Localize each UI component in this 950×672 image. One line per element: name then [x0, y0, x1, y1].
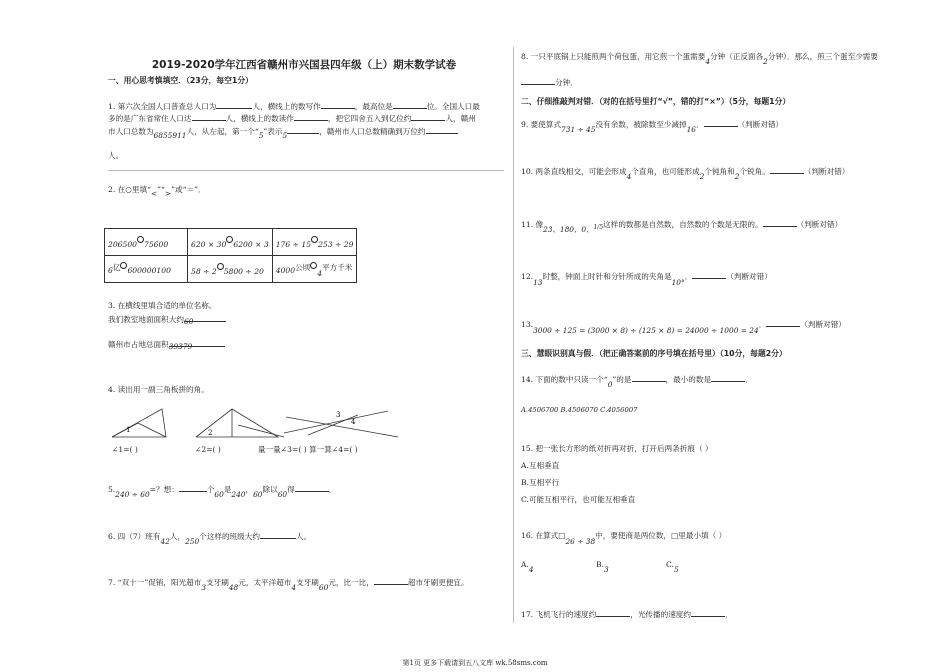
answer-blank[interactable]	[596, 608, 630, 617]
question-13: 13.3000 ÷ 125 = (3000 × 8) ÷ (125 × 8) = 24000 ÷ 1000 = 24． （判断对错）	[521, 320, 846, 335]
question-16: 16. 在算式□26 ÷ 38中，要使商是两位数，□里最小填（ ）	[521, 531, 727, 546]
question-1-line-1: 1. 第六次全国人口普查总人口为 人，横线上的数写作 ，最高位是 位。全国人口最	[108, 102, 480, 111]
table-cell: 58 ÷ 2 5800 ÷ 20	[188, 256, 273, 283]
question-16-option-b[interactable]: B.3	[596, 560, 609, 574]
table-cell: 6亿 600000100	[105, 256, 188, 283]
answer-blank[interactable]	[295, 483, 329, 492]
section-2-heading: 二、仔细推敲判对错．（对的在括号里打“√”，错的打“×”）（5分，每题1分）	[521, 97, 791, 106]
question-8-line-2: 分钟．	[521, 76, 578, 88]
answer-blank[interactable]	[691, 608, 725, 617]
answer-blank[interactable]	[411, 112, 445, 121]
question-7: 7. “双十一”促销，阳光超市3支牙刷48元，太平洋超市4支牙刷60元，比一比， 超市牙刷更便宜。	[108, 578, 469, 592]
answer-blank[interactable]	[692, 270, 726, 279]
answer-blank[interactable]	[711, 373, 745, 382]
answer-blank[interactable]	[426, 125, 458, 134]
question-1-line-2: 多的是广东省常住人口达 人，横线上的数读作 ，把它四舍五入到亿位约 人，赣州	[108, 114, 476, 123]
answer-blank[interactable]	[704, 118, 738, 127]
table-cell: 206500 75600	[105, 229, 188, 256]
question-15: 15. 把一张长方形的纸对折再对折，打开后两条折痕（ ）	[521, 444, 713, 453]
answer-blank[interactable]: 60	[184, 313, 226, 322]
question-4-text: 4. 读出用一副三角板拼的角。	[108, 385, 209, 394]
answer-blank[interactable]	[521, 76, 555, 85]
question-3-line-2: 赣州市占地总面积 39379	[108, 338, 225, 350]
answer-blank[interactable]	[766, 318, 800, 327]
question-1-line-3: 市人口总数为6855911人，从左起，第一个“5”表示5 ，赣州市人口总数精确到万位约	[108, 125, 458, 137]
angle-label-3: 3	[336, 411, 341, 419]
question-10: 10. 两条直线相交，可能会形成4个直角，也可能形成2个钝角和2个锐角。 （判断对错）	[521, 167, 850, 181]
answer-blank[interactable]	[294, 112, 328, 121]
question-4-answer-1[interactable]: ∠1=( )	[112, 445, 138, 454]
question-17: 17. 飞机飞行的速度约 ，光传播的速度约 ．	[521, 610, 733, 619]
answer-blank[interactable]	[179, 483, 207, 492]
question-15-option-b[interactable]: B.互相平行	[521, 478, 560, 487]
page-title: 2019-2020学年江西省赣州市兴国县四年级（上）期末数学试卷	[151, 59, 457, 71]
question-9: 9. 要使算式731 ÷ 45没有余数，被除数至少减掉16． （判断对错）	[521, 120, 784, 134]
question-5: 5.240 ÷ 60=？想： 个60是240，60除以60得 ．	[108, 485, 337, 499]
question-2-text: 2. 在○里填“<”“>”或“＝”．	[108, 185, 206, 198]
question-16-option-a[interactable]: A.4	[521, 560, 534, 574]
angle-label-4: 4	[351, 418, 356, 426]
section-3-heading: 三、慧眼识别真与假．（把正确答案前的序号填在括号里）（10分，每题2分）	[521, 349, 787, 358]
answer-blank[interactable]	[287, 125, 319, 134]
answer-blank[interactable]	[632, 373, 666, 382]
question-14: 14. 下面的数中只读一个“0”的是 ，最小的数是 ．	[521, 375, 753, 389]
question-12: 12.13时整，钟面上时针和分针所成的夹角是10°． （判断对错）	[521, 272, 772, 287]
page-footer: 第1页 更多下载请到五八文库 wk.58sms.com	[402, 659, 548, 667]
answer-blank[interactable]	[192, 112, 226, 121]
compare-circle[interactable]	[137, 236, 144, 243]
question-15-option-c[interactable]: C.可能互相平行，也可能互相垂直	[521, 495, 636, 504]
question-1-line-4: 人。	[108, 151, 124, 160]
question-16-option-c[interactable]: C.5	[666, 560, 679, 574]
answer-blank[interactable]	[763, 218, 797, 227]
question-8-line-1: 8. 一只平底锅上只能煎两个荷包蛋，用它煎一个蛋需要4分钟（正反面各2分钟）．那么，煎三个蛋至少需要	[521, 52, 878, 66]
answer-blank[interactable]	[321, 100, 355, 109]
question-4-answer-3[interactable]: 量一量∠3=( ) 算一算∠4=( )	[258, 445, 358, 454]
question-11: 11. 像23、180、0、$_{1/5}$这样的数都是自然数，自然数的个数是无限的。 （判断对错）	[521, 220, 843, 234]
answer-blank[interactable]	[374, 576, 408, 585]
question-3-text: 3. 在横线里填合适的单位名称。	[108, 301, 217, 310]
angle-label-2: 2	[208, 429, 213, 437]
answer-blank[interactable]	[770, 165, 804, 174]
triangle-rulers-figure	[108, 405, 508, 445]
compare-circle[interactable]	[217, 263, 224, 270]
question-3-line-1: 我们教室地面面积大约 60	[108, 313, 226, 325]
question-4-answer-2[interactable]: ∠2=( )	[195, 445, 221, 454]
answer-blank[interactable]: 39379	[169, 338, 225, 347]
answer-blank[interactable]	[393, 100, 427, 109]
question-14-options[interactable]: A.4506700 B.4506070 C.4056007	[521, 406, 638, 414]
compare-circle[interactable]	[310, 262, 317, 269]
angle-label-1: 1	[126, 426, 131, 434]
table-cell: 176 ÷ 15 253 ÷ 29	[272, 229, 357, 256]
answer-blank[interactable]	[216, 100, 252, 109]
section-1-heading: 一、用心思考慎填空．（23分，每空1分）	[108, 76, 253, 85]
question-6: 6. 四（7）班有42人，250个这样的班级大约 人。	[108, 532, 312, 546]
table-cell: 620 × 30 6200 × 3	[188, 229, 273, 256]
column-divider	[513, 47, 514, 623]
separator-line	[108, 170, 504, 171]
comparison-table	[104, 228, 357, 283]
table-cell: 4000公顷4平方千米	[272, 256, 357, 283]
question-15-option-a[interactable]: A.互相垂直	[521, 461, 560, 470]
answer-blank[interactable]	[260, 530, 296, 539]
